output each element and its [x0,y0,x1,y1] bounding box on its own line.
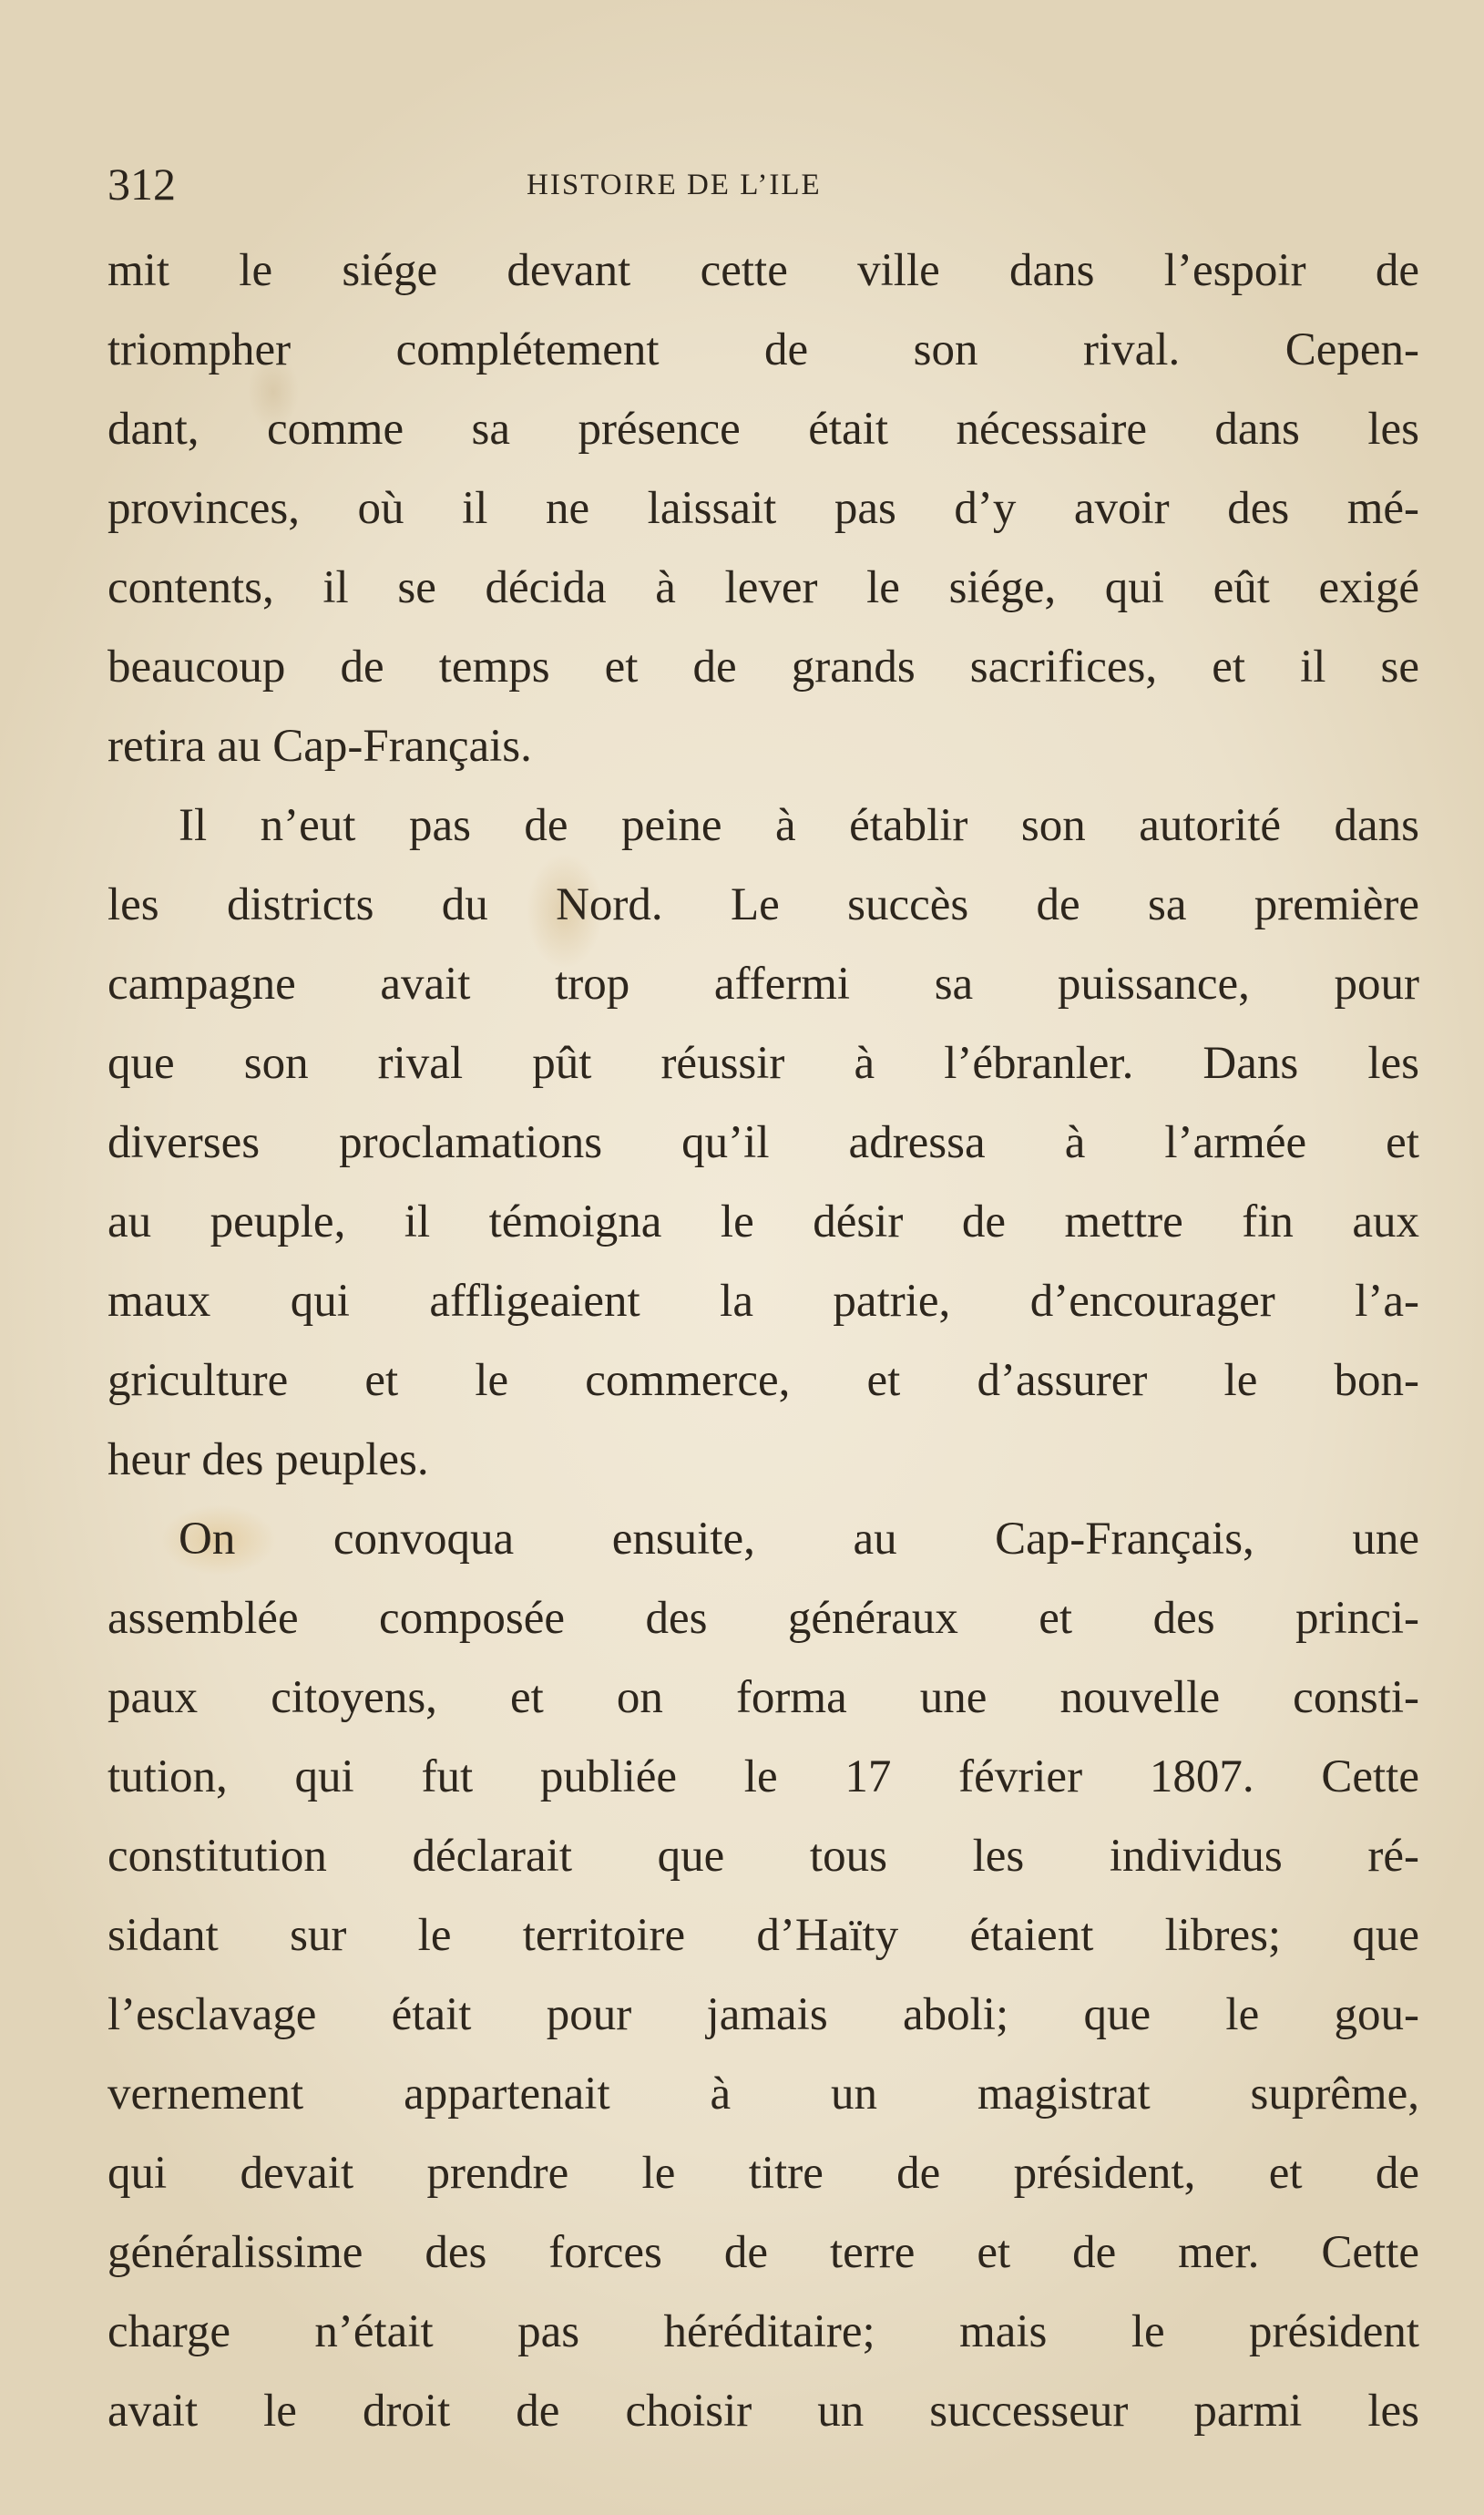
page-number: 312 [107,159,176,210]
text-line: constitution déclarait que tous les individus ré- [107,1831,1419,1882]
page-header [107,157,1383,211]
text-line: campagne avait trop affermi sa puissance, pour [107,959,1419,1010]
text-line: mit le siége devant cette ville dans l’espoir de [107,245,1419,296]
text-line: les districts du Nord. Le succès de sa première [107,879,1419,930]
text-line: contents, il se décida à lever le siége, qui eût exigé [107,562,1419,613]
text-line: Il n’eut pas de peine à établir son autorité dans [179,800,1419,851]
text-line: vernement appartenait à un magistrat suprême, [107,2068,1419,2120]
text-line: que son rival pût réussir à l’ébranler. Dans les [107,1038,1419,1089]
running-head: HISTOIRE DE L’ILE [527,169,822,201]
text-line: généralissime des forces de terre et de mer. Cette [107,2227,1419,2278]
text-line: heur des peuples. [107,1434,429,1485]
text-line: assemblée composée des généraux et des princi- [107,1593,1419,1644]
body-text [107,231,1419,2451]
text-line: l’esclavage était pour jamais aboli; que le gou- [107,1989,1419,2040]
text-line: triompher complétement de son rival. Cepen- [107,324,1419,375]
text-line: qui devait prendre le titre de président, et de [107,2148,1419,2199]
text-line: tution, qui fut publiée le 17 février 1807. Cette [107,1751,1419,1802]
text-line: beaucoup de temps et de grands sacrifices, et il se [107,642,1419,693]
text-line: au peuple, il témoigna le désir de mettre fin aux [107,1196,1419,1247]
text-line: provinces, où il ne laissait pas d’y avoir des mé- [107,483,1419,534]
text-line: retira au Cap-Français. [107,721,532,772]
text-line: avait le droit de choisir un successeur parmi les [107,2386,1419,2437]
text-line: sidant sur le territoire d’Haïty étaient libres; que [107,1910,1419,1961]
text-line: diverses proclamations qu’il adressa à l’armée et [107,1117,1419,1168]
text-line: paux citoyens, et on forma une nouvelle consti- [107,1672,1419,1723]
text-line: On convoqua ensuite, au Cap-Français, une [179,1514,1419,1565]
text-line: charge n’était pas héréditaire; mais le président [107,2306,1419,2357]
text-line: dant, comme sa présence était nécessaire dans les [107,404,1419,455]
text-line: griculture et le commerce, et d’assurer le bon- [107,1355,1419,1406]
text-line: maux qui affligeaient la patrie, d’encourager l’a- [107,1276,1419,1327]
